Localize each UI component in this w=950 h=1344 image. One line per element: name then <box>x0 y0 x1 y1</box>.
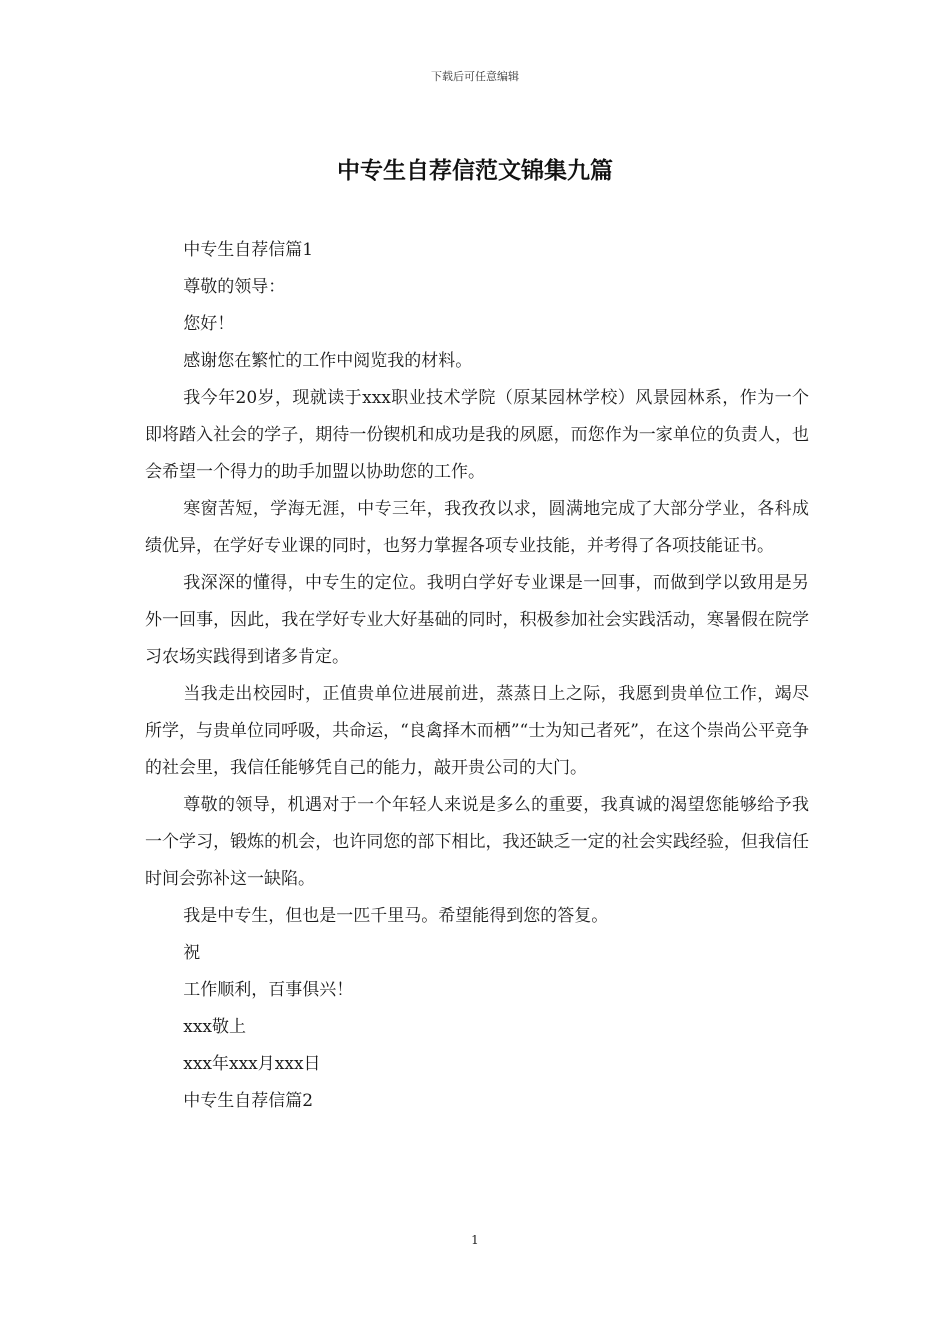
section-heading: 中专生自荐信篇1 <box>183 240 314 260</box>
date-line: xxx年xxx月xxx日 <box>183 1054 321 1074</box>
body-paragraph: 我今年20岁，现就读于xxx职业技术学院（原某园林学校）风景园林系，作为一个即将踏入社会的学子，期待一份锲机和成功是我的夙愿，而您作为一家单位的负责人，也会希望一个得力的助手加盟以协助您的工作。 <box>145 388 809 482</box>
body-paragraph: 我是中专生，但也是一匹千里马。希望能得到您的答复。 <box>183 906 609 926</box>
body-paragraph: 我深深的懂得，中专生的定位。我明白学好专业课是一回事，而做到学以致用是另外一回事，因此，我在学好专业大好基础的同时，积极参加社会实践活动，寒暑假在院学习农场实践得到诸多肯定。 <box>145 573 809 667</box>
section-heading: 中专生自荐信篇2 <box>183 1091 314 1111</box>
page-number: 1 <box>471 1233 479 1247</box>
salutation: 尊敬的领导： <box>183 277 286 297</box>
header-note: 下载后可任意编辑 <box>431 70 519 83</box>
closing-wish-line: 工作顺利，百事俱兴！ <box>183 980 354 1000</box>
body-paragraph: 寒窗苦短，学海无涯，中专三年，我孜孜以求，圆满地完成了大部分学业，各科成绩优异，在学好专业课的同时，也努力掌握各项专业技能，并考得了各项技能证书。 <box>145 499 809 556</box>
body-paragraph: 当我走出校园时，正值贵单位进展前进，蒸蒸日上之际，我愿到贵单位工作，竭尽所学，与贵单位同呼吸，共命运，“良禽择木而栖”“士为知己者死”，在这个崇尚公平竞争的社会里，我信任能够凭自己的能力，敲开贵公司的大门。 <box>145 684 809 778</box>
signature: xxx敬上 <box>183 1017 247 1037</box>
closing-wish: 祝 <box>183 943 201 963</box>
document-title: 中专生自荐信范文锦集九篇 <box>337 157 613 184</box>
document-body <box>145 232 809 1120</box>
greeting: 您好！ <box>183 314 235 334</box>
body-paragraph: 尊敬的领导，机遇对于一个年轻人来说是多么的重要，我真诚的渴望您能够给予我一个学习，锻炼的机会，也许同您的部下相比，我还缺乏一定的社会实践经验，但我信任时间会弥补这一缺陷。 <box>145 795 809 889</box>
body-paragraph: 感谢您在繁忙的工作中阅览我的材料。 <box>183 351 473 371</box>
